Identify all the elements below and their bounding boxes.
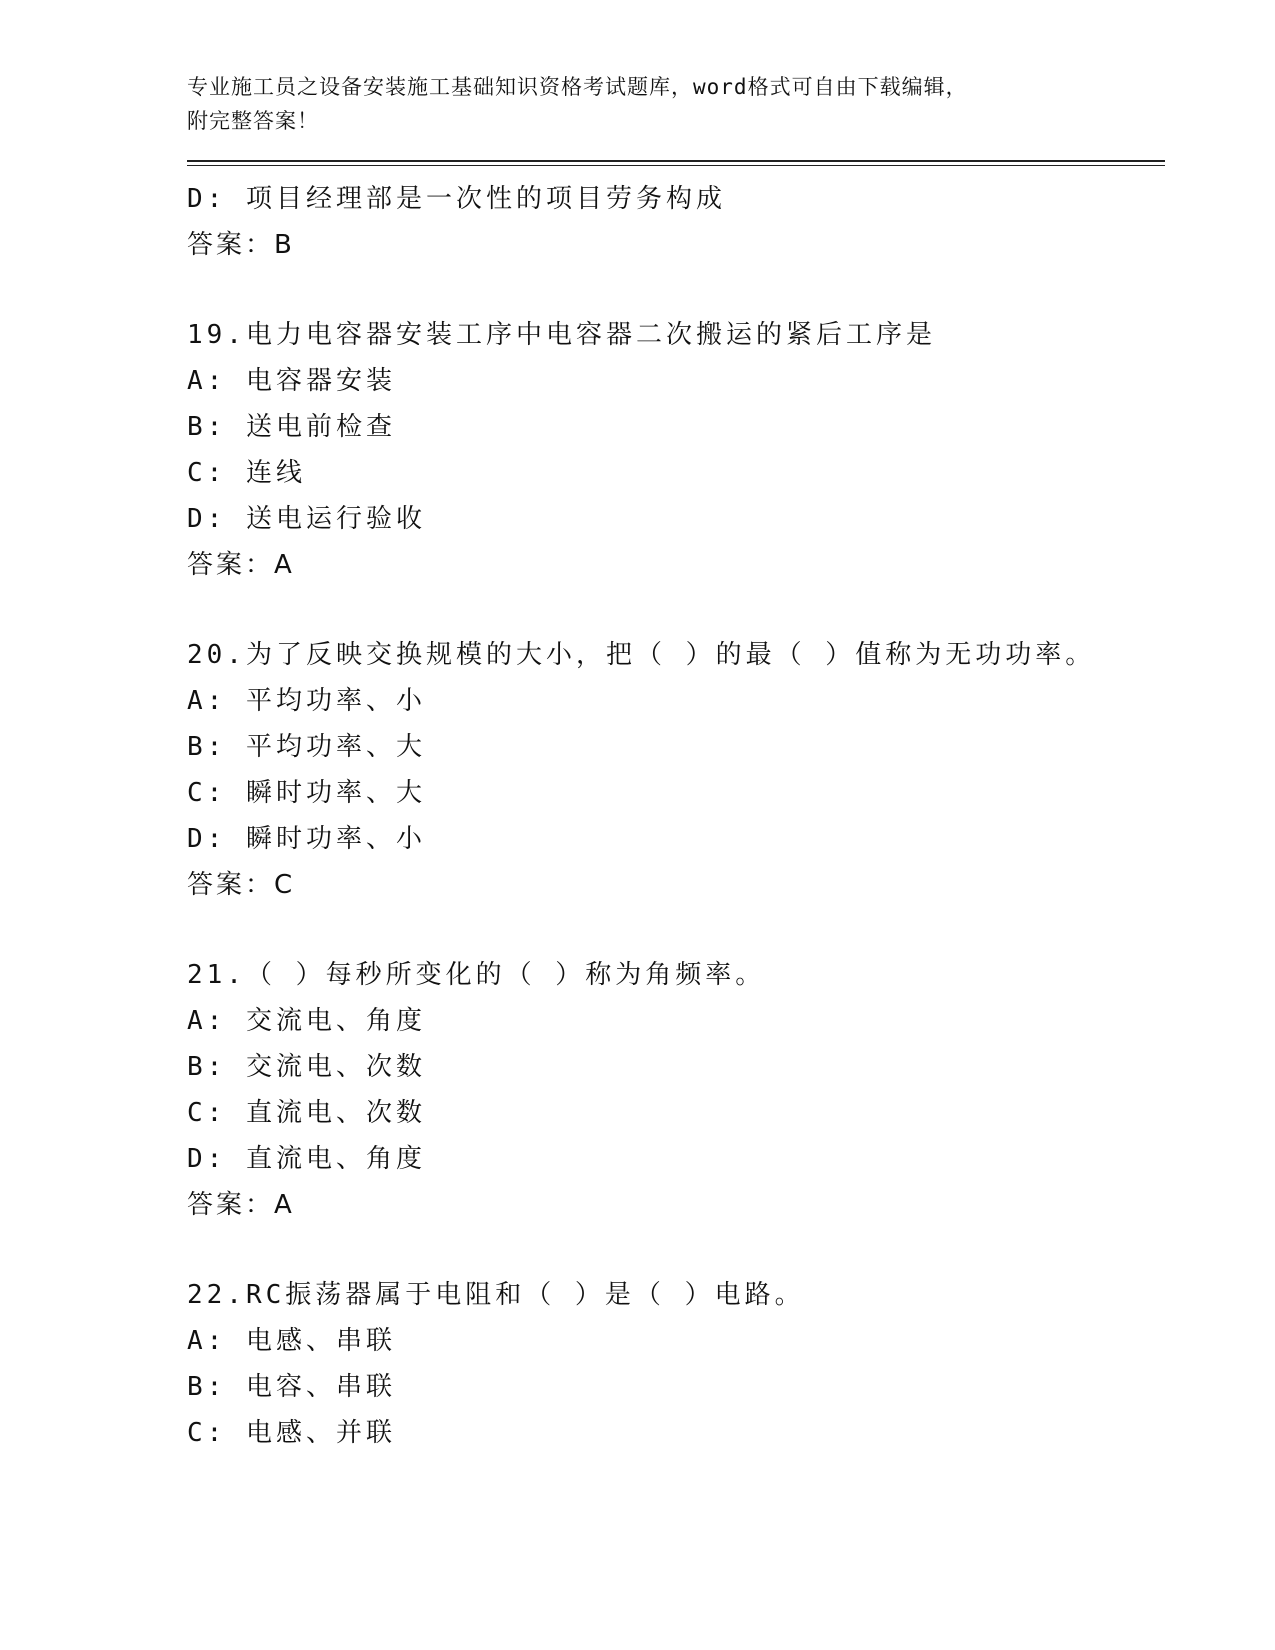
answer-line: 答案：A [187, 550, 295, 580]
option-a: A: 平均功率、小 [187, 686, 426, 716]
option-c: C: 瞬时功率、大 [187, 778, 426, 808]
question-block-22 [187, 1272, 1165, 1456]
option-b: B: 电容、串联 [187, 1372, 396, 1402]
option-b: B: 平均功率、大 [187, 732, 426, 762]
document-header [187, 70, 1165, 138]
question-block-19 [187, 312, 1165, 588]
option-d: D: 直流电、角度 [187, 1144, 426, 1174]
option-a: A: 电容器安装 [187, 366, 396, 396]
answer-line: 答案：B [187, 230, 295, 260]
question-text: 19.电力电容器安装工序中电容器二次搬运的紧后工序是 [187, 320, 936, 350]
header-line-2: 附完整答案！ [187, 109, 319, 133]
question-block-20 [187, 632, 1165, 908]
question-text: 21.（ ）每秒所变化的（ ）称为角频率。 [187, 960, 766, 990]
question-block-18 [187, 176, 1165, 268]
question-text: 22.RC振荡器属于电阻和（ ）是（ ）电路。 [187, 1280, 805, 1310]
header-divider [187, 160, 1165, 166]
option-d: D: 瞬时功率、小 [187, 824, 426, 854]
option-c: C: 连线 [187, 458, 306, 488]
document-page [187, 70, 1165, 1456]
option-a: A: 电感、串联 [187, 1326, 396, 1356]
option-b: B: 送电前检查 [187, 412, 396, 442]
question-block-21 [187, 952, 1165, 1228]
question-text: 20.为了反映交换规模的大小，把（ ）的最（ ）值称为无功功率。 [187, 640, 1096, 670]
option-c: C: 直流电、次数 [187, 1098, 426, 1128]
question-list [187, 176, 1165, 1456]
option-b: B: 交流电、次数 [187, 1052, 426, 1082]
option-d: D: 项目经理部是一次性的项目劳务构成 [187, 184, 726, 214]
header-line-1: 专业施工员之设备安装施工基础知识资格考试题库，word格式可自由下载编辑， [187, 75, 968, 99]
answer-line: 答案：A [187, 1190, 295, 1220]
answer-line: 答案：C [187, 870, 296, 900]
option-d: D: 送电运行验收 [187, 504, 426, 534]
option-c: C: 电感、并联 [187, 1418, 396, 1448]
option-a: A: 交流电、角度 [187, 1006, 426, 1036]
